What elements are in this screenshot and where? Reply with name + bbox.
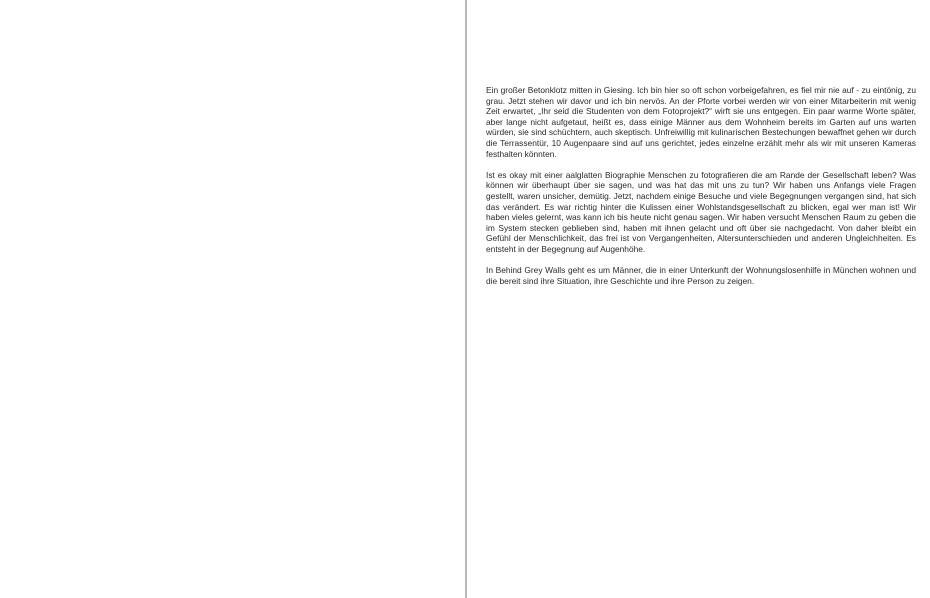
- paragraph-1: Ein großer Betonklotz mitten in Giesing. Ich bin hier so oft schon vorbeigefahren, es fiel mir nie auf - zu eintönig, zu grau. Jetzt stehen wir davor und ich bin nervös. An der Pforte vorbei werden wir von einer Mitarbeiterin mit wenig Zeit erwartet, „Ihr seid die Studenten von dem Fotoprojekt?“ wirft sie uns entgegen. Ein paar warme Worte später, aber lange nicht aufgetaut, heißt es, dass einige Männer aus dem Wohnheim bereits im Garten auf uns warten würden, sie sind schüchtern, auch skeptisch. Unfreiwillig mit kulinarischen Bestechungen bewaffnet gehen wir durch die Terrassentür, 10 Augenpaare sind auf uns gerichtet, jedes einzelne erzählt mehr als wir mit unseren Kameras festhalten könnten.: [486, 85, 916, 159]
- paragraph-3: In Behind Grey Walls geht es um Männer, die in einer Unterkunft der Wohnungslosenhilfe in München wohnen und die bereit sind ihre Situation, ihre Geschichte und ihre Person zu zeigen.: [486, 265, 916, 286]
- body-text: [486, 85, 916, 297]
- right-page: [467, 0, 930, 598]
- paragraph-2: Ist es okay mit einer aalglatten Biographie Menschen zu fotografieren die am Rande der Gesellschaft leben? Was können wir überhaupt über sie sagen, und was hat das mit uns zu tun? Wir haben uns Anfangs viele Fragen gestellt, waren unsicher, demütig. Jetzt, nachdem einige Besuche und viele Begegnungen vergangen sind, hat sich das verändert. Es war richtig hinter die Kulissen einer Wohlstandsgesellschaft zu blicken, egal wer man ist! Wir haben vieles gelernt, was kann ich bis heute nicht genau sagen. Wir haben versucht Menschen Raum zu geben die im System stecken geblieben sind, haben mit ihnen gelacht und oft über sie nachgedacht. Von daher bleibt ein Gefühl der Menschlichkeit, das frei ist von Vergangenheiten, Altersunterschieden und anderen Ungleichheiten. Es entsteht in der Begegnung auf Augenhöhe.: [486, 169, 916, 254]
